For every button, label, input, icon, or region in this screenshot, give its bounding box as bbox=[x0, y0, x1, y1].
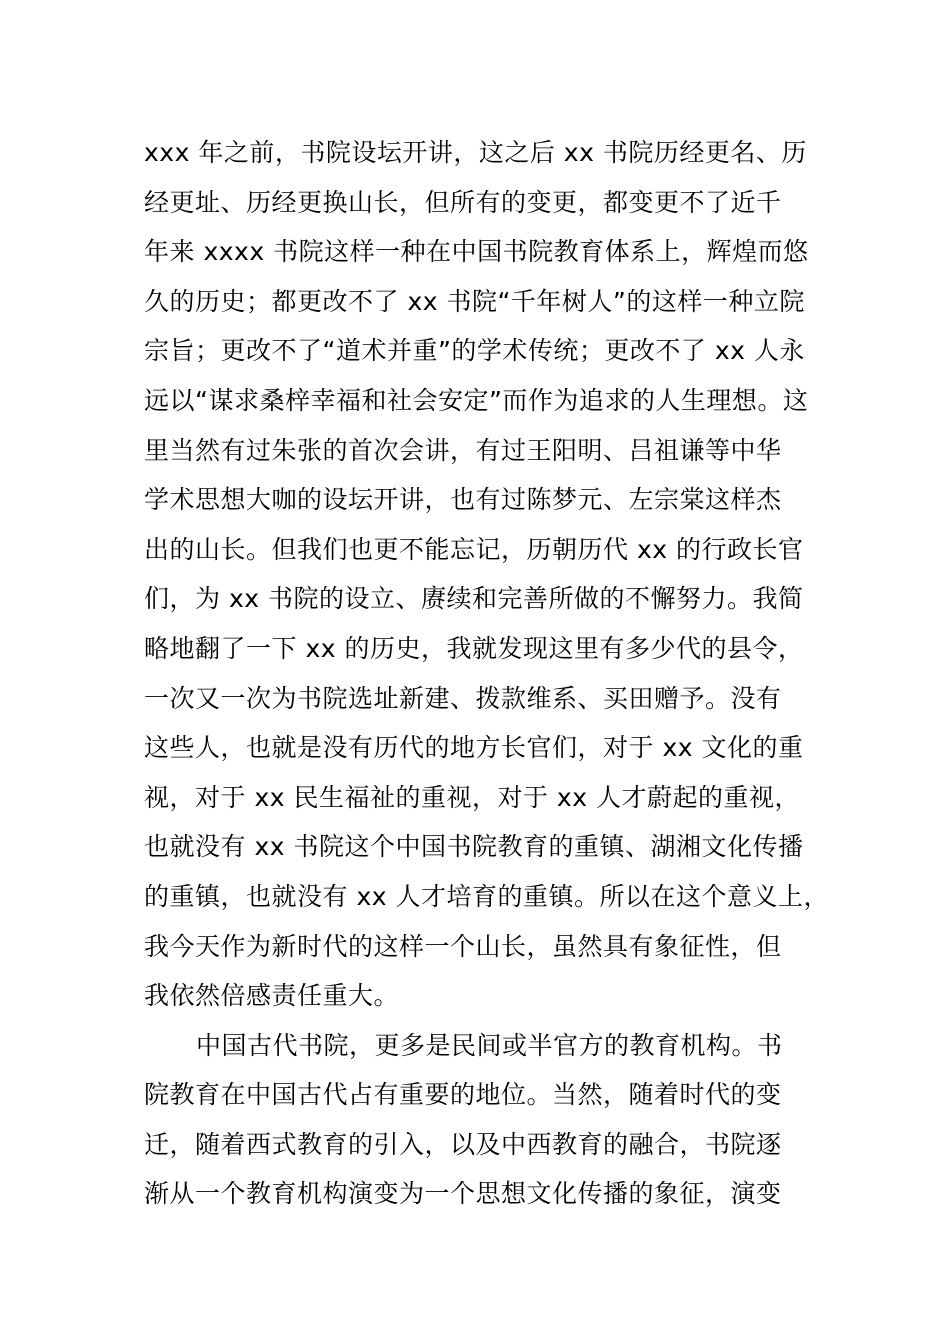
text-line: 久的历史；都更改不了 xx 书院“千年树人”的这样一种立院 bbox=[144, 286, 805, 316]
text-line: 院教育在中国古代占有重要的地位。当然，随着时代的变 bbox=[144, 1080, 782, 1110]
text-line: 里当然有过朱张的首次会讲，有过王阳明、吕祖谦等中华 bbox=[144, 435, 782, 465]
text-line: 迁，随着西式教育的引入，以及中西教育的融合，书院逐 bbox=[144, 1129, 782, 1159]
text-line: 渐从一个教育机构演变为一个思想文化传播的象征，演变 bbox=[144, 1179, 782, 1209]
text-line: 略地翻了一下 xx 的历史，我就发现这里有多少代的县令， bbox=[144, 633, 804, 663]
text-line: 视，对于 xx 民生福祉的重视，对于 xx 人才蔚起的重视， bbox=[144, 782, 800, 812]
text-line: xxx 年之前，书院设坛开讲，这之后 xx 书院历经更名、历 bbox=[144, 138, 807, 167]
paragraph-2 bbox=[144, 1021, 834, 1219]
text-line: 的重镇，也就没有 xx 人才培育的重镇。所以在这个意义上， bbox=[144, 881, 829, 911]
text-line: 我今天作为新时代的这样一个山长，虽然具有象征性，但 bbox=[144, 931, 782, 961]
text-line: 这些人，也就是没有历代的地方长官们，对于 xx 文化的重 bbox=[144, 733, 804, 763]
text-line: 们，为 xx 书院的设立、赓续和完善所做的不懈努力。我简 bbox=[144, 584, 804, 614]
paragraph-1 bbox=[144, 128, 834, 1021]
document-body bbox=[144, 128, 834, 1219]
text-line: 年来 xxxx 书院这样一种在中国书院教育体系上，辉煌而悠 bbox=[144, 237, 809, 267]
text-line: 宗旨；更改不了“道术并重”的学术传统；更改不了 xx 人永 bbox=[144, 336, 805, 366]
text-line: 中国古代书院，更多是民间或半官方的教育机构。书 bbox=[196, 1030, 783, 1060]
text-line: 学术思想大咖的设坛开讲，也有过陈梦元、左宗棠这样杰 bbox=[144, 485, 782, 515]
text-line: 我依然倍感责任重大。 bbox=[144, 981, 400, 1011]
text-line: 经更址、历经更换山长，但所有的变更，都变更不了近千 bbox=[144, 187, 782, 217]
text-line: 出的山长。但我们也更不能忘记，历朝历代 xx 的行政长官 bbox=[144, 534, 804, 564]
text-line: 远以“谋求桑梓幸福和社会安定”而作为追求的人生理想。这 bbox=[144, 385, 809, 415]
text-line: 一次又一次为书院选址新建、拨款维系、买田赠予。没有 bbox=[144, 683, 782, 713]
text-line: 也就没有 xx 书院这个中国书院教育的重镇、湖湘文化传播 bbox=[144, 832, 804, 862]
